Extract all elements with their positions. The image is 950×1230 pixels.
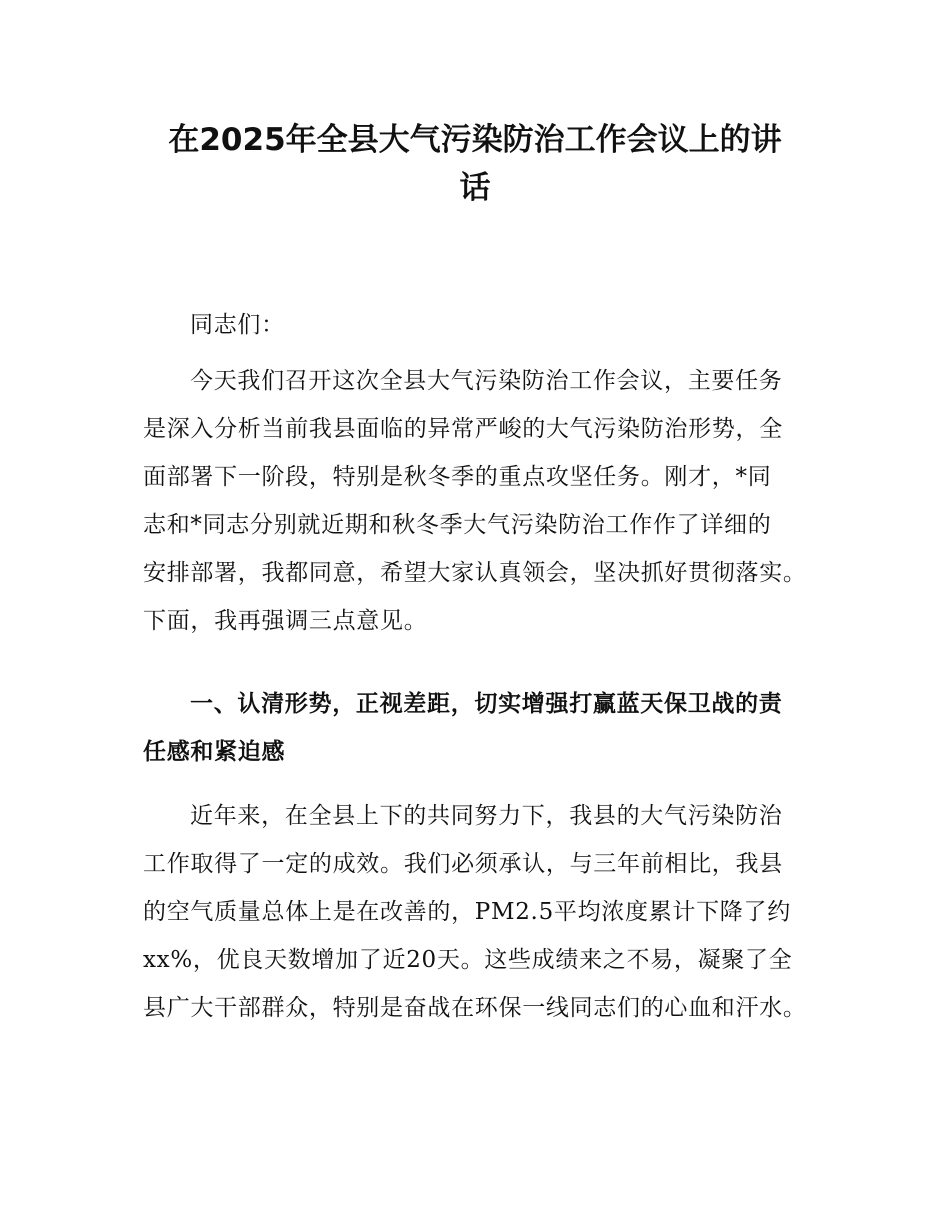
document-title-line-1: 在2025年全县大气污染防治工作会议上的讲 [168,122,782,158]
salutation: 同志们： [190,312,285,338]
paragraph-line: xx%，优良天数增加了近20天。这些成绩来之不易，凝聚了全 [143,947,793,973]
heading-line: 一、认清形势，正视差距，切实增强打赢蓝天保卫战的责 [190,691,783,717]
paragraph-line: 近年来，在全县上下的共同努力下，我县的大气污染防治 [190,803,783,829]
paragraph-line: 的空气质量总体上是在改善的，PM2.5平均浓度累计下降了约 [143,899,791,925]
paragraph-line: 工作取得了一定的成效。我们必须承认，与三年前相比，我县 [143,851,783,877]
paragraph-line: 面部署下一阶段，特别是秋冬季的重点攻坚任务。刚才，*同 [143,464,772,490]
paragraph-line: 下面，我再强调三点意见。 [143,608,428,634]
paragraph-line: 县广大干部群众，特别是奋战在环保一线同志们的心血和汗水。 [143,995,807,1021]
document-title-line-2: 话 [459,170,491,206]
heading-line: 任感和紧迫感 [143,739,286,765]
paragraph-line: 是深入分析当前我县面临的异常严峻的大气污染防治形势，全 [143,416,783,442]
paragraph-line: 安排部署，我都同意，希望大家认真领会，坚决抓好贯彻落实。 [143,560,807,586]
paragraph-line: 今天我们召开这次全县大气污染防治工作会议，主要任务 [190,368,783,394]
paragraph-line: 志和*同志分别就近期和秋冬季大气污染防治工作作了详细的 [143,512,772,538]
